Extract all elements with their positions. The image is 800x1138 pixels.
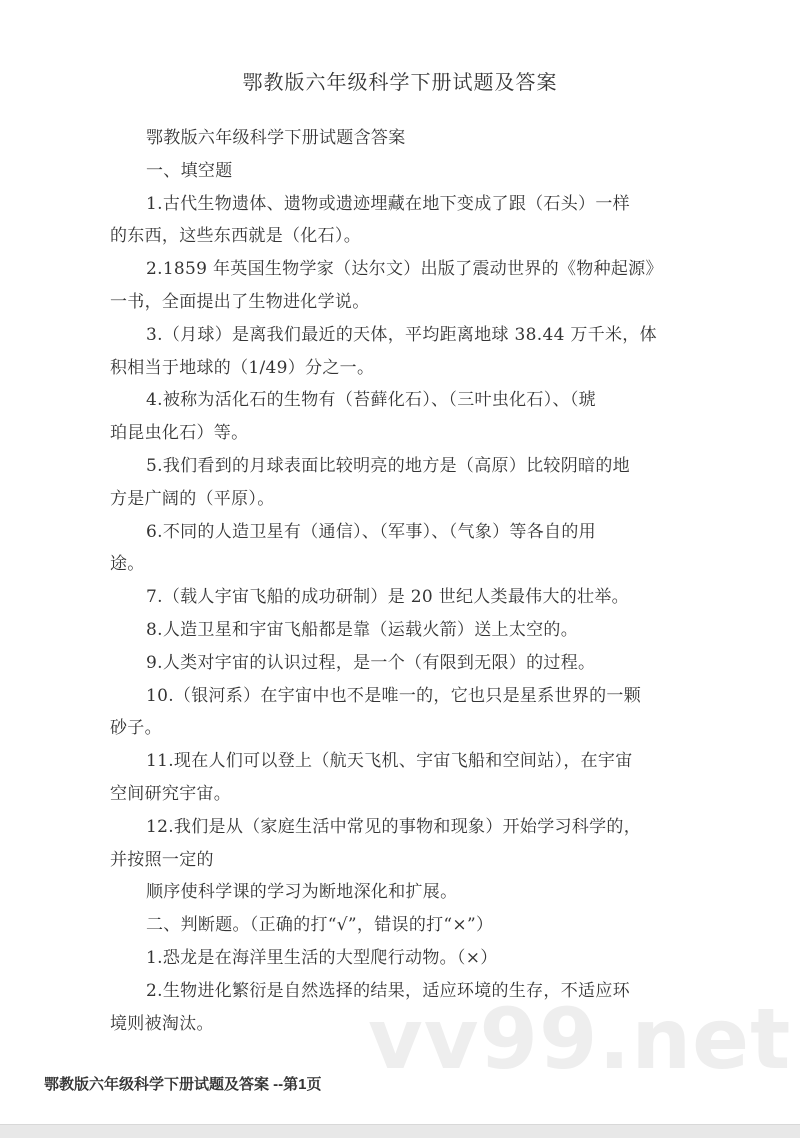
- text-line: 6.不同的人造卫星有（通信）、（军事）、（气象）等各自的用: [146, 521, 596, 542]
- text-line: 9.人类对宇宙的认识过程，是一个（有限到无限）的过程。: [146, 652, 596, 673]
- watermark: vv99.net: [368, 990, 792, 1088]
- text-line: 5.我们看到的月球表面比较明亮的地方是（高原）比较阴暗的地: [146, 455, 630, 476]
- text-line: 顺序使科学课的学习为断地深化和扩展。: [146, 882, 458, 903]
- text-line: 4.被称为活化石的生物有（苔藓化石）、（三叶虫化石）、（琥: [146, 390, 596, 411]
- text-line: 珀昆虫化石）等。: [110, 423, 249, 444]
- text-line: 途。: [110, 554, 145, 575]
- text-line: 2.生物进化繁衍是自然选择的结果，适应环境的生存，不适应环: [146, 980, 630, 1001]
- text-line: 11.现在人们可以登上（航天飞机、宇宙飞船和空间站），在宇宙: [146, 751, 633, 772]
- text-line: 7.（载人宇宙飞船的成功研制）是 20 世纪人类最伟大的壮举。: [146, 587, 629, 608]
- text-line: 境则被淘汰。: [110, 1013, 214, 1034]
- text-line: 1.古代生物遗体、遗物或遗迹埋藏在地下变成了跟（石头）一样: [146, 193, 630, 214]
- text-line: 二、判断题。（正确的打“√”，错误的打“×”）: [146, 915, 494, 936]
- text-line: 的东西，这些东西就是（化石）。: [110, 226, 361, 247]
- text-line: 3.（月球）是离我们最近的天体，平均距离地球 38.44 万千米，体: [146, 324, 657, 345]
- text-line: 10.（银河系）在宇宙中也不是唯一的，它也只是星系世界的一颗: [146, 685, 642, 706]
- document-title: 鄂教版六年级科学下册试题及答案: [242, 70, 558, 94]
- text-line: 1.恐龙是在海洋里生活的大型爬行动物。（×）: [146, 947, 498, 968]
- text-line: 2.1859 年英国生物学家（达尔文）出版了震动世界的《物种起源》: [146, 259, 663, 280]
- document-body: [110, 122, 700, 1040]
- text-line: 砂子。: [110, 718, 162, 739]
- page-footer: 鄂教版六年级科学下册试题及答案 --第1页: [44, 1076, 322, 1093]
- text-line: 空间研究宇宙。: [110, 783, 232, 804]
- text-line: 并按照一定的: [110, 849, 214, 870]
- text-line: 8.人造卫星和宇宙飞船都是靠（运载火箭）送上太空的。: [146, 619, 579, 640]
- text-line: 方是广阔的（平原）。: [110, 488, 275, 509]
- text-line: 鄂教版六年级科学下册试题含答案: [146, 128, 406, 148]
- viewer-bottom-bar: [0, 1124, 800, 1138]
- text-line: 一、填空题: [146, 160, 233, 181]
- text-line: 积相当于地球的（1/49）分之一。: [110, 357, 375, 378]
- text-line: 一书，全面提出了生物进化学说。: [110, 291, 370, 312]
- text-line: 12.我们是从（家庭生活中常见的事物和现象）开始学习科学的，: [146, 816, 642, 837]
